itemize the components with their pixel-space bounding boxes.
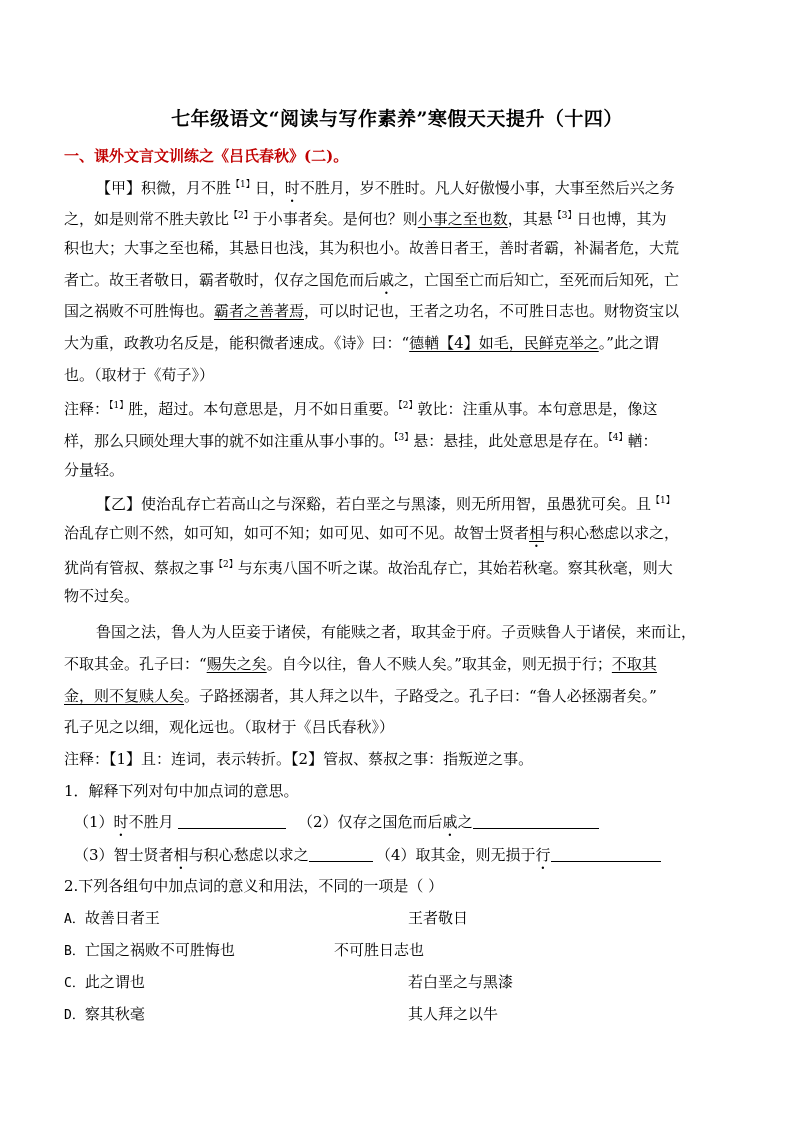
passage-jia-line-2: 之，如是则常不胜夫敦比$^{【2】}$于小事者矣。是何也？则小事之至也数，其悬$^{【3】}$日也博，其为 — [64, 210, 667, 228]
answer-blank-1[interactable] — [178, 812, 286, 829]
passage-jia-line-1: 【甲】积微，月不胜$^{【1】}$日，时不胜月，岁不胜时。凡人好傲慢小事，大事至然后兴之务 — [96, 179, 675, 197]
option-d-right: 其人拜之以牛 — [408, 1005, 499, 1023]
question-1-stem: 1．解释下列对句中加点词的意思。 — [64, 782, 299, 800]
passage-yi-line-4: 物不过矣。 — [64, 587, 140, 605]
passage-jia-line-6: 大为重，政教功名反是，能积微者速成。《诗》曰：“德輶【4】如毛，民鲜克举之。”此之谓 — [64, 334, 659, 352]
passage-yi-p2-line-2: 不取其金。孔子曰：“赐失之矣。自今以往，鲁人不赎人矣。”取其金，则无损于行；不取其 — [64, 655, 657, 673]
answer-blank-3[interactable] — [309, 845, 373, 862]
option-d[interactable]: D．察其秋毫 — [64, 1005, 145, 1023]
passage-jia-line-7: 也。（取材于《荀子》） — [64, 366, 215, 384]
question-1-item-2: （2）仅存之国危而后戚之 — [298, 812, 599, 840]
option-c-right: 若白垩之与黑漆 — [408, 973, 514, 991]
passage-yi-p2-line-3: 金，则不复赎人矣。子路拯溺者，其人拜之以牛，子路受之。孔子曰：“鲁人必拯溺者矣。” — [64, 687, 657, 705]
passage-jia-line-3: 积也大；大事之至也稀，其悬日也浅，其为积也小。故善日者王，善时者霸，补漏者危，大荒 — [64, 239, 680, 257]
notes-jia-line-3: 分量轻。 — [64, 461, 125, 479]
question-2-stem: 2.下列各组句中加点词的意义和用法，不同的一项是（ ） — [64, 877, 444, 895]
question-1-item-1: （1）时不胜月 — [74, 812, 286, 840]
passage-yi-line-1: 【乙】使治乱存亡若高山之与深谿，若白垩之与黑漆，则无所用智，虽愚犹可矣。且$^{【1】}$ — [96, 495, 675, 513]
option-a[interactable]: A．故善日者王 — [64, 909, 160, 927]
notes-yi: 注释：【1】且：连词，表示转折。【2】管叔、蔡叔之事：指叛逆之事。 — [64, 750, 534, 768]
passage-yi-p2-line-1: 鲁国之法，鲁人为人臣妾于诸侯，有能赎之者，取其金于府。子贡赎鲁人于诸侯，来而让， — [96, 623, 697, 641]
notes-jia-line-1: 注释：$^{【1】}$胜，超过。本句意思是，月不如日重要。$^{【2】}$敦比：注重从事。本句意思是，像这 — [64, 400, 658, 418]
question-1-item-4: （4）取其金，则无损于行 — [376, 845, 661, 873]
section-heading: 一、课外文言文训练之《吕氏春秋》(二)。 — [64, 147, 349, 165]
option-b[interactable]: B．亡国之祸败不可胜悔也 — [64, 941, 235, 959]
answer-blank-2[interactable] — [473, 812, 599, 829]
option-a-right: 王者敬日 — [408, 909, 469, 927]
passage-jia-line-4: 者亡。故王者敬日，霸者敬时，仅存之国危而后戚之，亡国至亡而后知亡，至死而后知死，亡 — [64, 271, 680, 289]
passage-jia-line-5: 国之祸败不可胜悔也。霸者之善著焉，可以时记也，王者之功名，不可胜日志也。财物资宝以 — [64, 302, 680, 320]
page-title: 七年级语文“阅读与写作素养”寒假天天提升（十四） — [171, 108, 623, 130]
option-b-right: 不可胜日志也 — [334, 941, 425, 959]
answer-blank-4[interactable] — [551, 845, 661, 862]
passage-yi-line-2: 治乱存亡则不然，如可知，如可不知；如可见、如可不见。故智士贤者相与积心愁虑以求之， — [64, 524, 680, 542]
notes-jia-line-2: 样，那么只顾处理大事的就不如注重从事小事的。$^{【3】}$悬：悬挂，此处意思是存在。$^{【4】}$輶： — [64, 432, 658, 450]
passage-yi-line-3: 犹尚有管叔、蔡叔之事$^{【2】}$与东夷八国不听之谋。故治乱存亡，其始若秋毫。察其秋毫，则大 — [64, 559, 673, 577]
passage-yi-p2-line-4: 孔子见之以细，观化远也。（取材于《吕氏春秋》） — [64, 718, 395, 736]
question-1-item-3: （3）智士贤者相与积心愁虑以求之 — [74, 845, 373, 873]
option-c[interactable]: C．此之谓也 — [64, 973, 145, 991]
